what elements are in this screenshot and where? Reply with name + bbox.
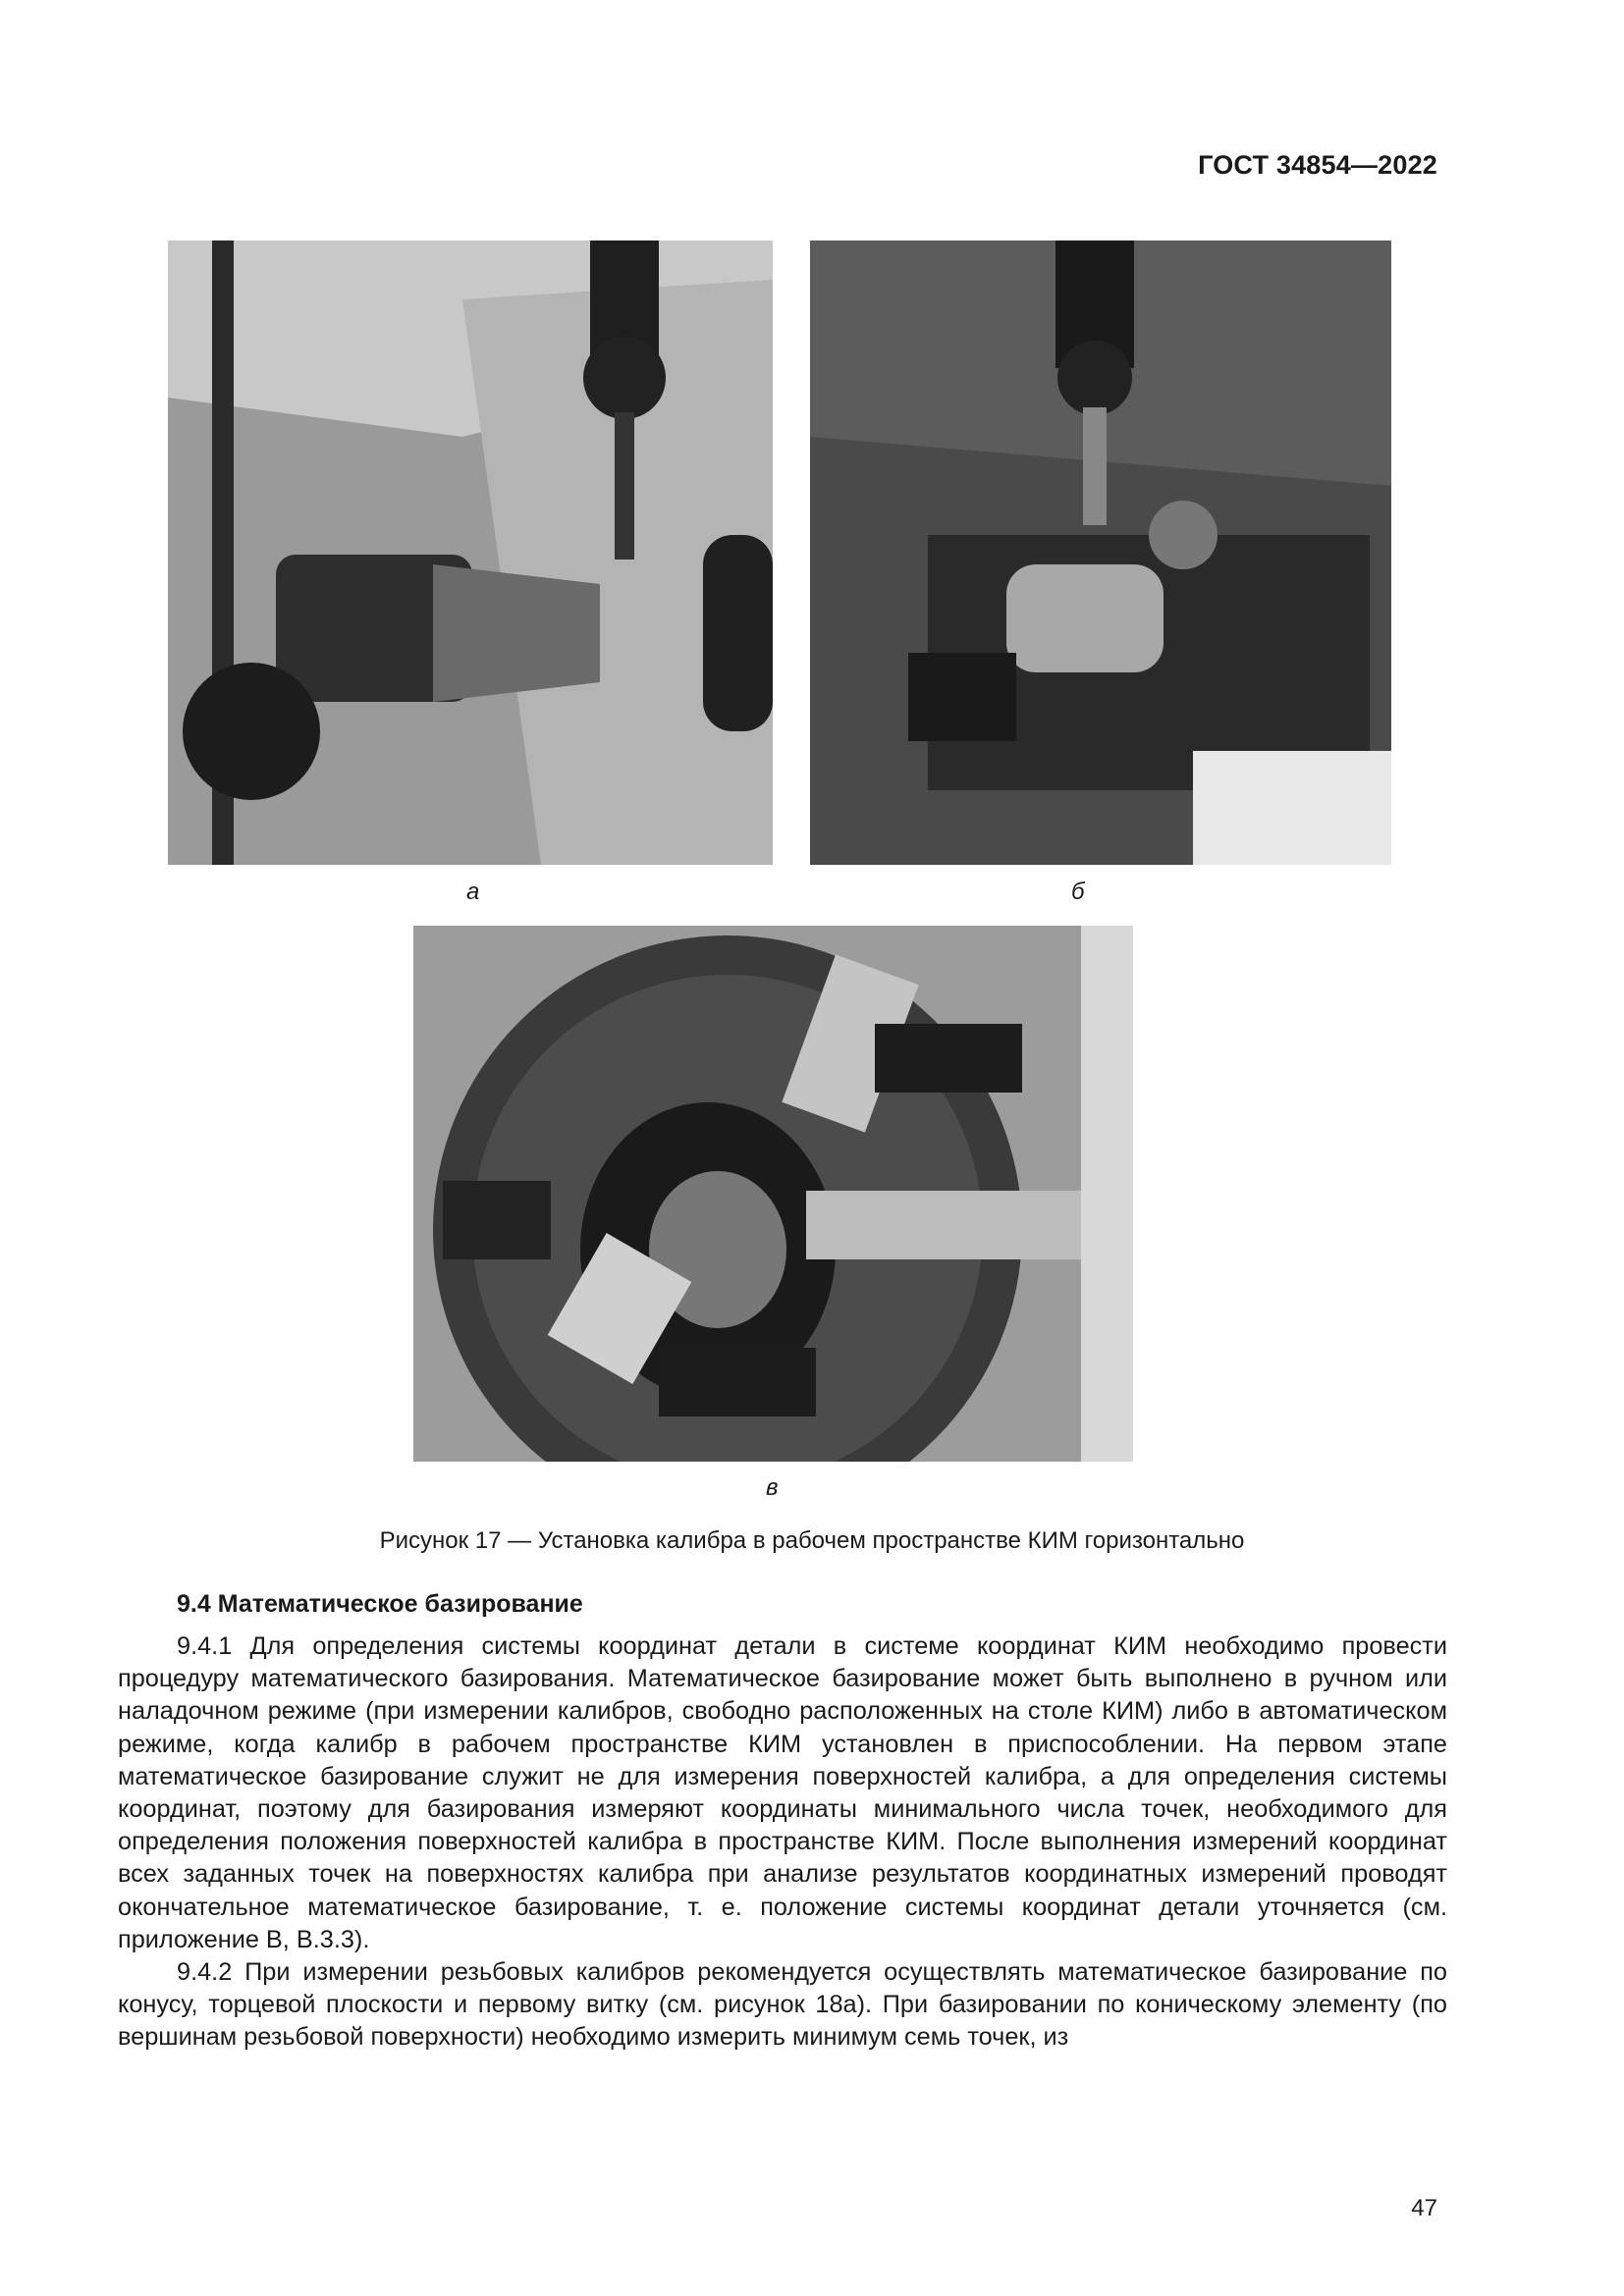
figure-photo-b	[810, 240, 1391, 865]
page-number: 47	[1411, 2195, 1437, 2221]
body-text	[118, 1630, 1447, 2055]
paragraph-9-4-1: 9.4.1 Для определения системы координат детали в системе координат КИМ необходимо провести процедуру математического базирования. Математическое базирование может быть выполнено в ручном или наладочном режиме (при измерении калибров, свободно расположенных на столе КИМ) либо в автоматическом режиме, когда калибр в рабочем пространстве КИМ установлен в приспособлении. На первом этапе математическое базирование служит не для измерения поверхностей калибра, а для определения системы координат, поэтому для базирования измеряют координаты минимального числа точек, необходимого для определения положения поверхностей калибра в пространстве КИМ. После выполнения измерений координат всех заданных точек на поверхностях калибра при анализе результатов координатных измерений проводят окончательное математическое базирование, т. е. положение системы координат детали уточняется (см. приложение В, В.3.3).	[118, 1632, 1447, 1953]
figure-caption: Рисунок 17 — Установка калибра в рабочем пространстве КИМ горизонтально	[379, 1527, 1245, 1554]
figure-photo-a	[168, 240, 773, 865]
document-id: ГОСТ 34854—2022	[1198, 150, 1437, 180]
figure-label-c: в	[766, 1474, 779, 1501]
figure-label-a: а	[466, 879, 480, 905]
figure-label-b: б	[1071, 879, 1085, 905]
paragraph-9-4-2: 9.4.2 При измерении резьбовых калибров рекомендуется осуществлять математическое базирование по конусу, торцевой плоскости и первому витку (см. рисунок 18а). При базировании по коническому элементу (по вершинам резьбовой поверхности) необходимо измерить минимум семь точек, из	[118, 1958, 1447, 2052]
section-title: 9.4 Математическое базирование	[177, 1590, 583, 1618]
figure-photo-c	[413, 926, 1133, 1462]
